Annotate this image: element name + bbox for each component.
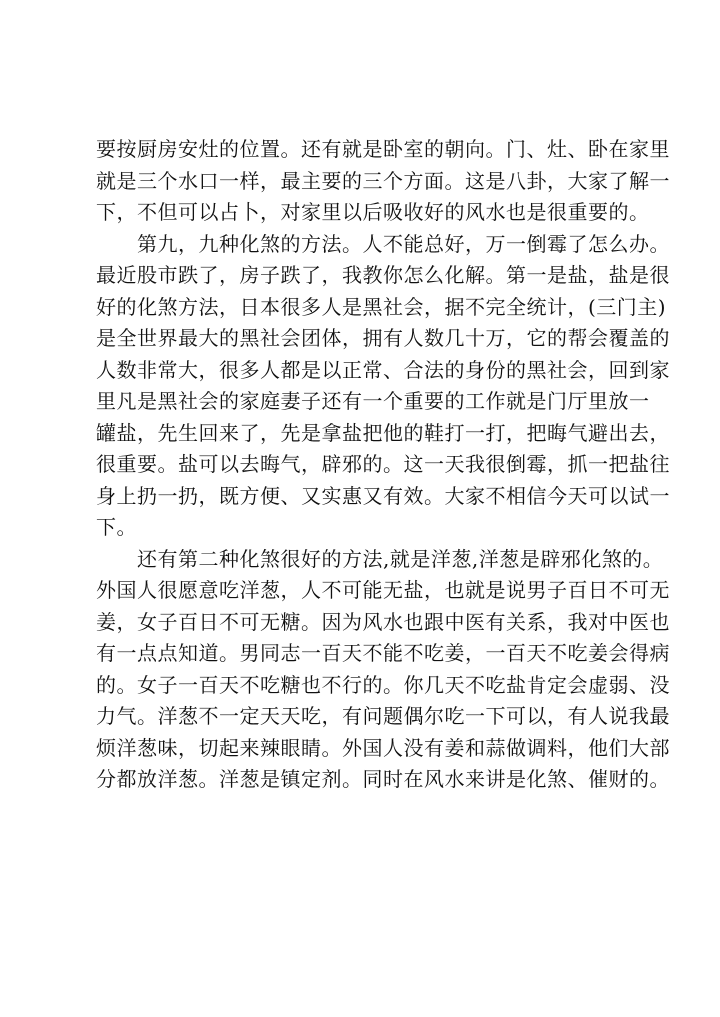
text-line: 很重要。盐可以去晦气，辟邪的。这一天我很倒霉，抓一把盐往 [96, 452, 670, 476]
document-body [96, 134, 670, 796]
text-line: 第九，九种化煞的方法。人不能总好，万一倒霉了怎么办。 [96, 231, 670, 256]
text-line: 有一点点知道。男同志一百天不能不吃姜，一百天不吃姜会得病 [96, 641, 670, 665]
text-line: 里凡是黑社会的家庭妻子还有一个重要的工作就是门厅里放一 [96, 389, 650, 413]
text-line: 人数非常大，很多人都是以正常、合法的身份的黑社会，回到家 [96, 357, 670, 382]
text-line: 下，不但可以占卜，对家里以后吸收好的风水也是很重要的。 [96, 200, 650, 224]
text-line: 外国人很愿意吃洋葱，人不可能无盐，也就是说男子百日不可无 [96, 578, 670, 602]
paragraph-1 [96, 134, 670, 229]
text-line: 烦洋葱味，切起来辣眼睛。外国人没有姜和蒜做调料，他们大部 [96, 735, 670, 760]
text-line: 最近股市跌了，房子跌了，我教你怎么化解。第一是盐，盐是很 [96, 263, 670, 287]
text-line: 力气。洋葱不一定天天吃，有问题偶尔吃一下可以，有人说我最 [96, 704, 670, 728]
text-line: 罐盐，先生回来了，先是拿盐把他的鞋打一打，把晦气避出去， [96, 420, 670, 445]
text-line: 分都放洋葱。洋葱是镇定剂。同时在风水来讲是化煞、催财的。 [96, 767, 670, 791]
text-line: 姜，女子百日不可无糖。因为风水也跟中医有关系，我对中医也 [96, 609, 670, 634]
text-line: 身上扔一扔，既方便、又实惠又有效。大家不相信今天可以试一 [96, 483, 670, 508]
text-line: 就是三个水口一样，最主要的三个方面。这是八卦，大家了解一 [96, 168, 670, 193]
text-line: 的。女子一百天不吃糖也不行的。你几天不吃盐肯定会虚弱、没 [96, 672, 670, 697]
paragraph-3 [96, 544, 670, 796]
text-line: 要按厨房安灶的位置。还有就是卧室的朝向。门、灶、卧在家里 [96, 137, 670, 161]
text-line: 还有第二种化煞很好的方法,就是洋葱,洋葱是辟邪化煞的。 [96, 546, 664, 571]
paragraph-2 [96, 229, 670, 544]
text-line: 是全世界最大的黑社会团体，拥有人数几十万，它的帮会覆盖的 [96, 326, 670, 350]
text-line: 好的化煞方法，日本很多人是黑社会，据不完全统计，(三门主) [96, 294, 667, 319]
text-line: 下。 [96, 515, 137, 539]
